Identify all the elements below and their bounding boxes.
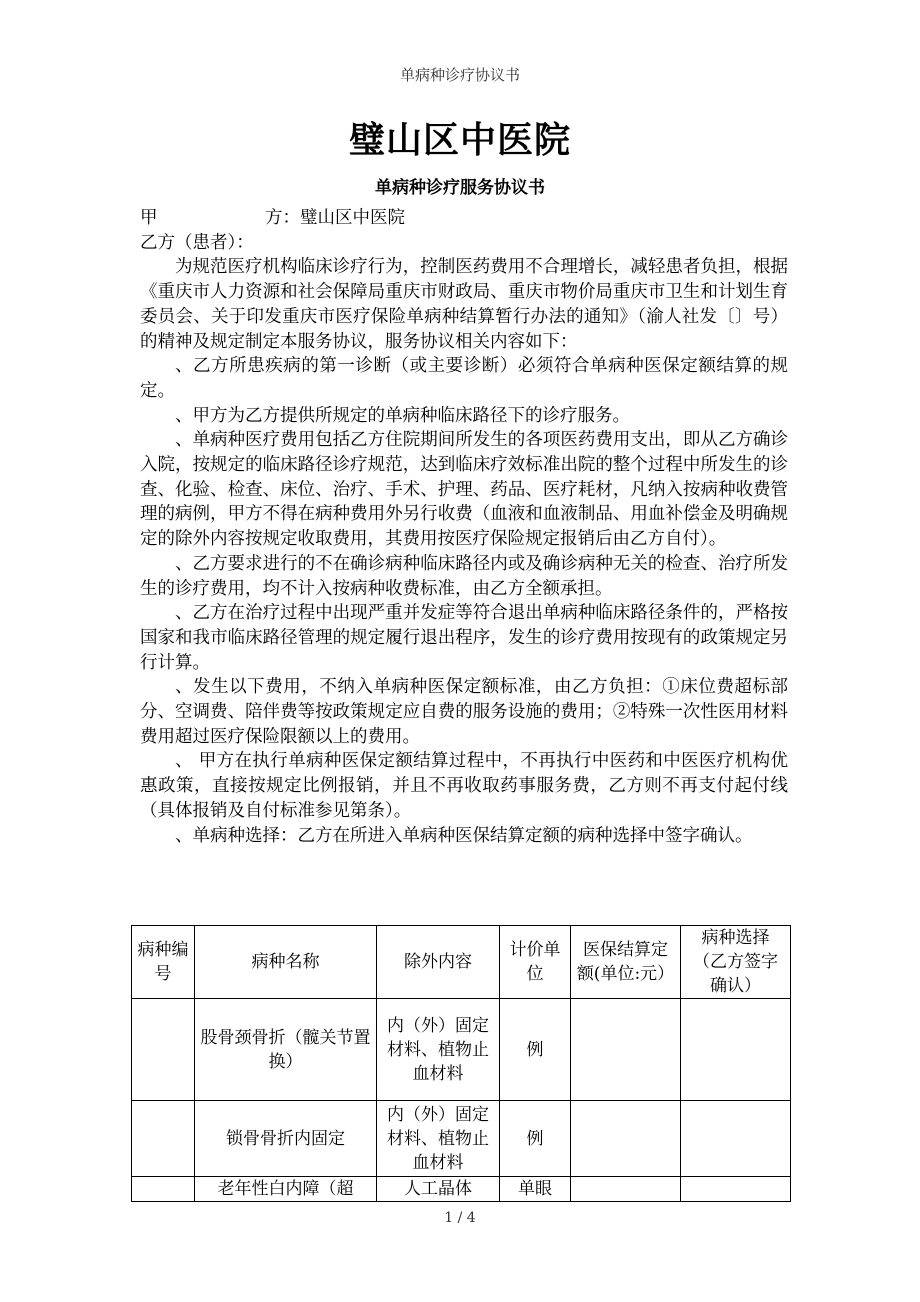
table-cell: 老年性白内障（超 bbox=[195, 1177, 377, 1202]
table-header-row bbox=[132, 926, 791, 999]
table-cell bbox=[681, 999, 791, 1101]
table-cell bbox=[681, 1177, 791, 1202]
table-cell: 锁骨骨折内固定 bbox=[195, 1101, 377, 1177]
party-a-line bbox=[140, 206, 788, 231]
header-cell: 除外内容 bbox=[377, 926, 500, 999]
table-cell: 例 bbox=[500, 999, 571, 1101]
table-row bbox=[132, 1101, 791, 1177]
paragraph: 、甲方为乙方提供所规定的单病种临床路径下的诊疗服务。 bbox=[175, 405, 630, 426]
agreement-subtitle: 单病种诊疗服务协议书 bbox=[375, 178, 545, 198]
header-cell: 计价单位 bbox=[500, 926, 571, 999]
table-row bbox=[132, 999, 791, 1101]
table-cell bbox=[132, 1177, 195, 1202]
party-a-name: 璧山区中医院 bbox=[300, 208, 405, 228]
table-row bbox=[132, 1177, 791, 1202]
table-cell bbox=[571, 1101, 681, 1177]
paragraph: 、单病种医疗费用包括乙方住院期间所发生的各项医药费用支出，即从乙方确诊入院，按规定的临床路径诊疗规范，达到临床疗效标准出院的整个过程中所发生的诊查、化验、检查、床位、治疗、手术、护理、药品、医疗耗材，凡纳入按病种收费管理的病例，甲方不得在病种费用外另行收费（血液和血液制品、用血补偿金及明确规定的除外内容按规定收取费用，其费用按医疗保险规定报销后由乙方自付）。 bbox=[140, 430, 788, 550]
table-cell: 内（外）固定材料、植物止血材料 bbox=[377, 999, 500, 1101]
page-number: 1 / 4 bbox=[444, 1210, 476, 1226]
paragraph: 、乙方要求进行的不在确诊病种临床路径内或及确诊病种无关的检查、治疗所发生的诊疗费用，均不计入按病种收费标准，由乙方全额承担。 bbox=[140, 553, 788, 599]
header-cell: 病种名称 bbox=[195, 926, 377, 999]
table-cell bbox=[681, 1101, 791, 1177]
paragraph: 、单病种选择：乙方在所进入单病种医保结算定额的病种选择中签字确认。 bbox=[175, 825, 753, 846]
paragraph: 、发生以下费用，不纳入单病种医保定额标准，由乙方负担：①床位费超标部分、空调费、陪伴费等按政策规定应自费的服务设施的费用；②特殊一次性医用材料费用超过医疗保险限额以上的费用。 bbox=[140, 677, 788, 747]
paragraph: 、乙方在治疗过程中出现严重并发症等符合退出单病种临床路径条件的，严格按国家和我市临床路径管理的规定履行退出程序，发生的诊疗费用按现有的政策规定另行计算。 bbox=[140, 603, 788, 673]
hospital-title: 璧山区中医院 bbox=[348, 120, 571, 161]
paragraph: 、乙方所患疾病的第一诊断（或主要诊断）必须符合单病种医保定额结算的规定。 bbox=[140, 356, 788, 401]
header-cell: 医保结算定额(单位:元） bbox=[571, 926, 681, 999]
party-a-label: 甲 方： bbox=[140, 208, 300, 228]
table-cell: 内（外）固定材料、植物止血材料 bbox=[377, 1101, 500, 1177]
table-cell: 股骨颈骨折（髋关节置换） bbox=[195, 999, 377, 1101]
table-cell bbox=[571, 1177, 681, 1202]
disease-table bbox=[131, 925, 791, 1202]
paragraph: 、 甲方在执行单病种医保定额结算过程中，不再执行中医药和中医医疗机构优惠政策，直接按规定比例报销，并且不再收取药事服务费，乙方则不再支付起付线（具体报销及自付标准参见第条）。 bbox=[140, 751, 788, 821]
paragraph: 为规范医疗机构临床诊疗行为，控制医药费用不合理增长，减轻患者负担，根据《重庆市人力资源和社会保障局重庆市财政局、重庆市物价局重庆市卫生和计划生育委员会、关于印发重庆市医疗保险单病种结算暂行办法的通知》（渝人社发〔〕号）的精神及规定制定本服务协议，服务协议相关内容如下： bbox=[140, 257, 788, 352]
header-cell: 病种选择（乙方签字确认） bbox=[681, 926, 791, 999]
table-cell bbox=[132, 1101, 195, 1177]
header-cell: 病种编号 bbox=[132, 926, 195, 999]
table-cell: 人工晶体 bbox=[377, 1177, 500, 1202]
table-cell: 例 bbox=[500, 1101, 571, 1177]
party-b-line: 乙方（患者）： bbox=[140, 232, 254, 253]
agreement-body bbox=[140, 206, 788, 848]
table-cell: 单眼 bbox=[500, 1177, 571, 1202]
table-cell bbox=[571, 999, 681, 1101]
table-cell bbox=[132, 999, 195, 1101]
running-header: 单病种诊疗协议书 bbox=[399, 66, 520, 84]
